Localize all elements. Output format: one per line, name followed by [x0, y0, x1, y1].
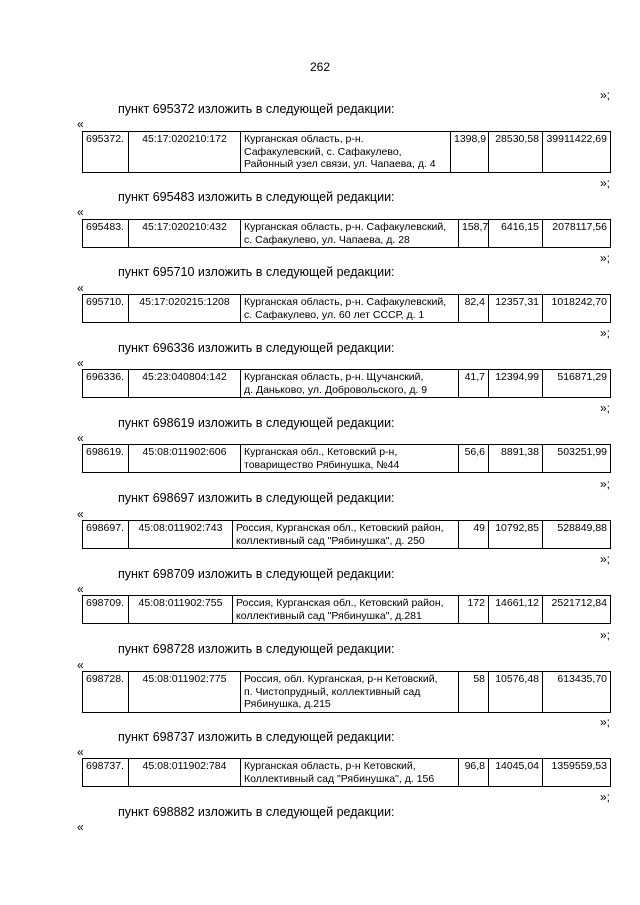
address-line: Россия, Курганская обл., Кетовский район, [236, 597, 444, 609]
cadastral-number: 45:08:011902:606 [129, 445, 241, 473]
address-line: Курганская область, р-н. Щучанский, [244, 371, 424, 383]
closing-quote: »; [599, 176, 610, 190]
table-row [83, 596, 611, 624]
amendment-intro: пункт 696336 изложить в следующей редакции: [118, 341, 395, 355]
unit-price: 28530,58 [489, 132, 543, 173]
unit-price: 12357,31 [489, 295, 543, 323]
address-line: Курганская область, р-н. Сафакулевский, [244, 221, 447, 233]
unit-price: 14661,12 [489, 596, 543, 624]
closing-quote: »; [599, 628, 610, 642]
closing-quote: »; [599, 552, 610, 566]
opening-quote: « [77, 117, 84, 131]
area: 1398,9 [451, 132, 489, 173]
unit-price: 6416,15 [489, 220, 543, 248]
address-line: Россия, Курганская обл., Кетовский район, [236, 522, 444, 534]
address-line: коллективный сад "Рябинушка", д. 250 [236, 534, 425, 547]
address [241, 370, 459, 398]
address-line: п. Чистопрудный, коллективный сад [244, 685, 421, 698]
address [241, 220, 459, 248]
unit-price: 8891,38 [489, 445, 543, 473]
opening-quote: « [77, 658, 84, 672]
table-row [83, 295, 611, 323]
amendment-intro: пункт 695372 изложить в следующей редакции: [118, 102, 395, 116]
page-number: 262 [309, 60, 331, 74]
table-row [83, 521, 611, 549]
cadastral-number: 45:17:020210:172 [129, 132, 241, 173]
opening-quote: « [77, 431, 84, 445]
amendment-intro: пункт 698728 изложить в следующей редакции: [118, 642, 395, 656]
address [233, 596, 459, 624]
opening-quote: « [77, 820, 84, 834]
closing-quote: »; [599, 715, 610, 729]
unit-price: 10792,85 [489, 521, 543, 549]
total-value: 516871,29 [543, 370, 611, 398]
address [233, 521, 459, 549]
property-table [82, 444, 611, 473]
address-line: Курганская область, р-н. [244, 133, 364, 145]
closing-quote: »; [599, 477, 610, 491]
total-value: 2521712,84 [543, 596, 611, 624]
total-value: 1018242,70 [543, 295, 611, 323]
opening-quote: « [77, 356, 84, 370]
opening-quote: « [77, 507, 84, 521]
property-table [82, 131, 611, 173]
property-table [82, 758, 611, 787]
address-line: Коллективный сад "Рябинушка", д. 156 [244, 772, 435, 785]
address-line: коллективный сад "Рябинушка", д.281 [236, 609, 422, 622]
row-number: 698728. [83, 672, 129, 713]
address-line: Рябинушка, д.215 [244, 698, 331, 710]
area: 158,7 [459, 220, 489, 248]
area: 172 [459, 596, 489, 624]
address-line: Курганская обл., Кетовский р-н, [244, 446, 398, 458]
opening-quote: « [77, 281, 84, 295]
area: 96,8 [459, 759, 489, 787]
table-row [83, 220, 611, 248]
area: 49 [459, 521, 489, 549]
opening-quote: « [77, 205, 84, 219]
table-row [83, 445, 611, 473]
address-line: д. Даньково, ул. Добровольского, д. 9 [244, 383, 428, 396]
row-number: 698737. [83, 759, 129, 787]
row-number: 698697. [83, 521, 129, 549]
closing-quote: »; [599, 251, 610, 265]
opening-quote: « [77, 582, 84, 596]
row-number: 696336. [83, 370, 129, 398]
amendment-intro: пункт 698619 изложить в следующей редакции: [118, 416, 395, 430]
amendment-intro: пункт 698737 изложить в следующей редакции: [118, 730, 395, 744]
closing-quote: »; [599, 88, 610, 102]
table-row [83, 132, 611, 173]
amendment-intro: пункт 695483 изложить в следующей редакции: [118, 190, 395, 204]
area: 82,4 [459, 295, 489, 323]
opening-quote: « [77, 745, 84, 759]
total-value: 39911422,69 [543, 132, 611, 173]
cadastral-number: 45:17:020210:432 [129, 220, 241, 248]
address-line: Россия, обл. Курганская, р-н Кетовский, [244, 673, 438, 685]
cadastral-number: 45:08:011902:784 [129, 759, 241, 787]
unit-price: 12394,99 [489, 370, 543, 398]
closing-quote: »; [599, 790, 610, 804]
table-row [83, 759, 611, 787]
property-table [82, 671, 611, 713]
area: 41,7 [459, 370, 489, 398]
cadastral-number: 45:08:011902:755 [129, 596, 233, 624]
area: 58 [459, 672, 489, 713]
row-number: 695710. [83, 295, 129, 323]
total-value: 503251,99 [543, 445, 611, 473]
address-line: Сафакулевский, с. Сафакулево, [244, 145, 402, 158]
amendment-intro: пункт 698697 изложить в следующей редакции: [118, 491, 395, 505]
property-table [82, 595, 611, 624]
amendment-intro: пункт 698882 изложить в следующей редакции: [118, 805, 395, 819]
total-value: 2078117,56 [543, 220, 611, 248]
address-line: Курганская область, р-н. Сафакулевский, [244, 296, 447, 308]
unit-price: 14045,04 [489, 759, 543, 787]
cadastral-number: 45:08:011902:775 [129, 672, 241, 713]
row-number: 695483. [83, 220, 129, 248]
closing-quote: »; [599, 326, 610, 340]
property-table [82, 369, 611, 398]
address-line: Районный узел связи, ул. Чапаева, д. 4 [244, 158, 436, 170]
table-row [83, 672, 611, 713]
address [241, 295, 459, 323]
cadastral-number: 45:17:020215:1208 [129, 295, 241, 323]
cadastral-number: 45:23:040804:142 [129, 370, 241, 398]
property-table [82, 520, 611, 549]
total-value: 613435,70 [543, 672, 611, 713]
amendment-intro: пункт 698709 изложить в следующей редакции: [118, 567, 395, 581]
row-number: 698619. [83, 445, 129, 473]
address [241, 759, 459, 787]
address [241, 132, 451, 173]
row-number: 698709. [83, 596, 129, 624]
amendment-intro: пункт 695710 изложить в следующей редакции: [118, 265, 395, 279]
row-number: 695372. [83, 132, 129, 173]
unit-price: 10576,48 [489, 672, 543, 713]
address-line: с. Сафакулево, ул. Чапаева, д. 28 [244, 233, 410, 246]
area: 56,6 [459, 445, 489, 473]
address [241, 445, 459, 473]
address-line: товарищество Рябинушка, №44 [244, 458, 400, 471]
property-table [82, 294, 611, 323]
property-table [82, 219, 611, 248]
total-value: 1359559,53 [543, 759, 611, 787]
total-value: 528849,88 [543, 521, 611, 549]
closing-quote: »; [599, 401, 610, 415]
cadastral-number: 45:08:011902:743 [129, 521, 233, 549]
address-line: с. Сафакулево, ул. 60 лет СССР, д. 1 [244, 308, 425, 321]
address [241, 672, 459, 713]
table-row [83, 370, 611, 398]
address-line: Курганская область, р-н Кетовский, [244, 760, 416, 772]
